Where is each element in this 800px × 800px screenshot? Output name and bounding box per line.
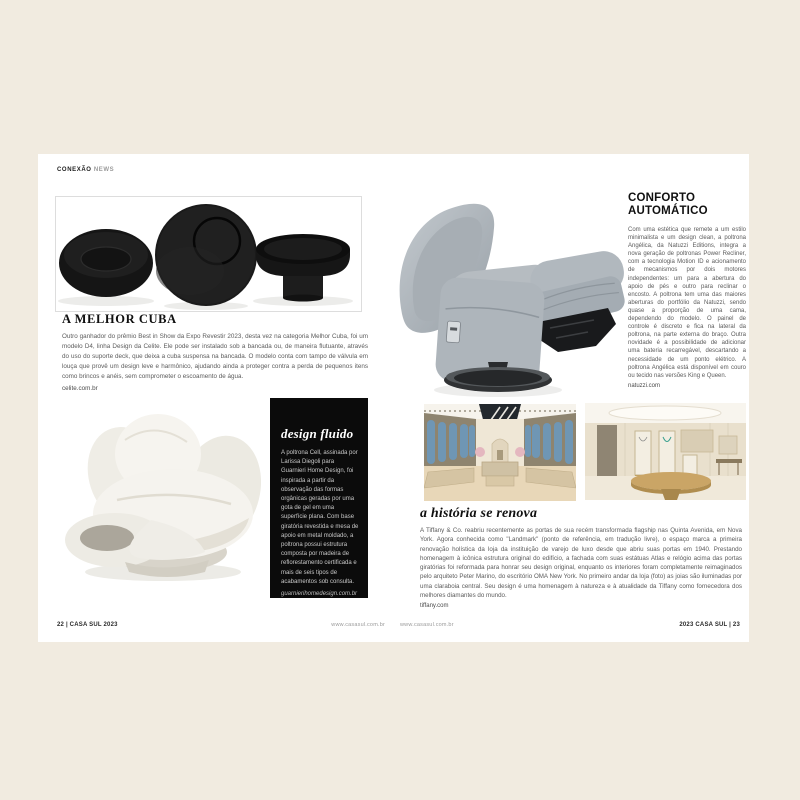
design-fluido-box: [270, 398, 368, 598]
article-body: Com uma estética que remete a um estilo minimalista e um design clean, a poltrona Angélica, da Natuzzi Editions, integra a nova geração de poltronas Power Recliner, com a tecnologia Motion ID e acionamento de mecanismos por dois motores independentes: um para a abertura do apoio de pés e outro para reclinar o encosto. A poltrona tem uma das maiores aberturas do portfólio da Natuzzi, sendo quase a proporção de uma cama, dependendo do modelo. O painel de controle é discreto e fica na lateral da poltrona, na parte externa do braço. Outra novidade é a possibilidade de adicionar uma bateria recarregável, descartando a necessidade de um ponto elétrico. A poltrona Angélica está disponível em couro ou tecido nas versões King e Queen.: [628, 227, 746, 379]
left-footer-page-number: 22 | CASA SUL 2023: [57, 622, 118, 628]
section-label-secondary: NEWS: [93, 167, 115, 173]
control-panel: [446, 321, 460, 343]
right-page-footer: [400, 622, 740, 628]
article-link: tiffany.com: [420, 603, 449, 610]
article-title: CONFORTO AUTOMÁTICO: [628, 192, 708, 217]
left-page-footer: [57, 622, 385, 628]
article-melhor-cuba: [62, 312, 368, 392]
article-link: celite.com.br: [62, 384, 98, 392]
basin-top-view: [155, 204, 257, 306]
article-title: a história se renova: [420, 506, 538, 521]
right-footer-url: www.casasul.com.br: [400, 622, 454, 628]
white-armchair-photo: [55, 402, 265, 594]
article-conforto: [628, 192, 748, 389]
box-title: design fluido: [281, 426, 354, 441]
black-basins-photo: [56, 197, 361, 311]
gray-recliner-photo: [390, 192, 625, 404]
armchair-photo-frame: [55, 402, 265, 594]
right-footer-page-number: 2023 CASA SUL | 23: [679, 622, 740, 628]
store-photo-1-frame: [424, 404, 576, 501]
article-title: A MELHOR CUBA: [62, 312, 177, 326]
section-label: [57, 167, 114, 173]
ceiling-cove: [609, 406, 721, 420]
article-link: natuzzi.com: [628, 382, 661, 389]
basin-angled-view: [59, 229, 153, 297]
dark-display-column: [597, 425, 617, 481]
magazine-spread: [38, 154, 749, 642]
article-body: Outro ganhador do prêmio Best in Show da Expo Revestir 2023, desta vez na categoria Melhor Cuba, foi um modelo D4, linha Design da Celite. Ele pode ser instalado sob a bancada ou, de maneira flutuante, através do uso do suporte deck, que deixa a cuba suspensa na bancada. O modelo conta com tampo de válvula em louça que provê um design leve e harmônico, ajudando ainda a proteger contra a perda de pequenos itens como brincos e anéis, sem comprometer o escoamento de água.: [62, 333, 368, 380]
box-link: guarnierihomedesign.com.br: [281, 591, 358, 598]
basin-side-view: [256, 234, 350, 302]
tiffany-hall-photo: [424, 404, 576, 501]
center-display-case: [482, 462, 518, 476]
article-body: A Tiffany & Co. reabriu recentemente as portas de sua recém transformada flagship nas Quinta Avenida, em Nova York. Agora conhecida como "Landmark" (ponto de referência, em tradução livre), o espaço marca a primeira renovação holística da loja da instituição de varejo de luxo desde que abriu suas portas em 1940. Prestando homenagem à icônica estrutura original do edifício, a fachada com suas estátuas Atlas e relógio acima das portas giratórias foi reformada para honrar seu design original, enquanto os interiores foram completamente reimaginados pelo arquiteto Peter Marino, do escritório OMA New York. No primeiro andar da loja (foto) as joias são iluminadas por uma claraboia central. Seu design é uma homenagem à natureza e à atualidade da Tiffany como fornecedora dos melhores diamantes do mundo.: [420, 527, 742, 600]
box-body: A poltrona Cell, assinada por Larissa Diegoli para Guarnieri Home Design, foi inspirada a partir da observação das formas orgânicas geradas por uma gota de gel em uma superfície plana. Com base giratória revestida e mesa de apoio em metal moldado, a poltrona possui estrutura composta por madeira de reflorestamento certificada e mais de seis tipos de acabamentos sob consulta.: [281, 450, 359, 585]
left-footer-url: www.casasul.com.br: [331, 622, 385, 628]
tiffany-salon-photo: [585, 403, 746, 500]
cuba-photo-frame: [55, 196, 362, 312]
article-historia: [420, 506, 742, 609]
section-label-primary: CONEXÃO: [57, 167, 92, 173]
wall-art-panel: [681, 430, 713, 452]
pink-flowers: [475, 447, 485, 457]
store-photo-2-frame: [585, 403, 746, 500]
recliner-photo-frame: [390, 192, 625, 404]
